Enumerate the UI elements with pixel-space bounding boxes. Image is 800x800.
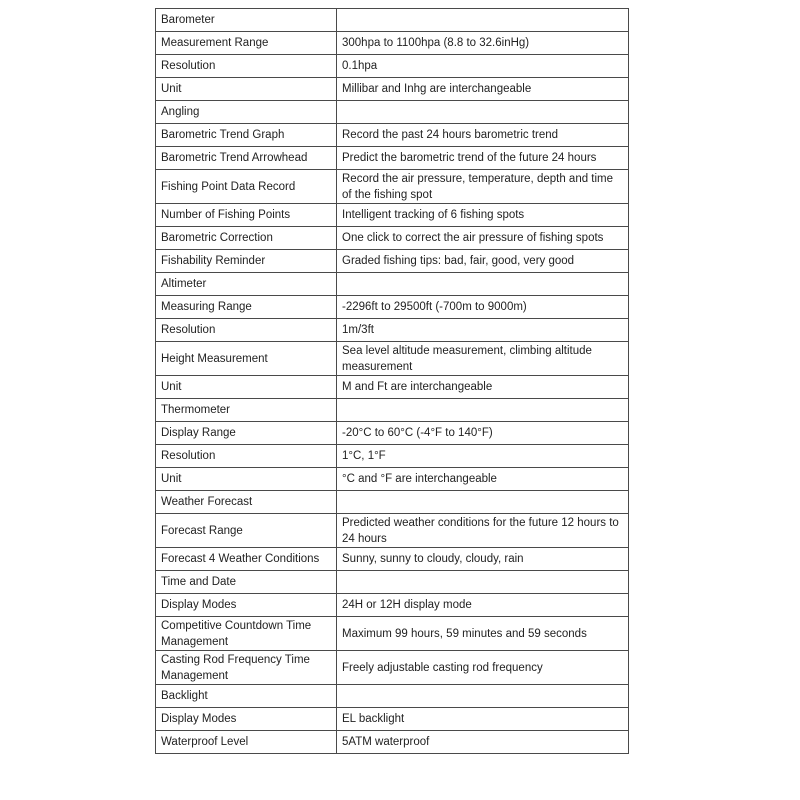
spec-value: Sunny, sunny to cloudy, cloudy, rain [337, 548, 629, 571]
spec-value: Maximum 99 hours, 59 minutes and 59 seconds [337, 617, 629, 651]
specifications-table-body [156, 9, 629, 754]
table-row [156, 204, 629, 227]
table-row [156, 376, 629, 399]
spec-label: Unit [156, 78, 337, 101]
table-row [156, 9, 629, 32]
table-row [156, 468, 629, 491]
table-row [156, 296, 629, 319]
table-row [156, 651, 629, 685]
table-row [156, 124, 629, 147]
spec-value: Predicted weather conditions for the future 12 hours to 24 hours [337, 514, 629, 548]
table-row [156, 32, 629, 55]
spec-label: Altimeter [156, 273, 337, 296]
spec-label: Time and Date [156, 571, 337, 594]
table-row [156, 101, 629, 124]
spec-label: Fishing Point Data Record [156, 170, 337, 204]
spec-label: Unit [156, 376, 337, 399]
spec-label: Height Measurement [156, 342, 337, 376]
spec-value: -2296ft to 29500ft (-700m to 9000m) [337, 296, 629, 319]
spec-label: Casting Rod Frequency Time Management [156, 651, 337, 685]
table-row [156, 548, 629, 571]
spec-value: 300hpa to 1100hpa (8.8 to 32.6inHg) [337, 32, 629, 55]
spec-value: Freely adjustable casting rod frequency [337, 651, 629, 685]
spec-label: Angling [156, 101, 337, 124]
spec-value [337, 491, 629, 514]
spec-value: Graded fishing tips: bad, fair, good, very good [337, 250, 629, 273]
table-row [156, 250, 629, 273]
spec-value: Predict the barometric trend of the future 24 hours [337, 147, 629, 170]
spec-value: M and Ft are interchangeable [337, 376, 629, 399]
spec-label: Forecast Range [156, 514, 337, 548]
spec-value: Intelligent tracking of 6 fishing spots [337, 204, 629, 227]
table-row [156, 514, 629, 548]
spec-label: Waterproof Level [156, 731, 337, 754]
spec-value: 1m/3ft [337, 319, 629, 342]
table-row [156, 342, 629, 376]
spec-label: Measuring Range [156, 296, 337, 319]
spec-value [337, 9, 629, 32]
table-row [156, 55, 629, 78]
spec-value: -20°C to 60°C (-4°F to 140°F) [337, 422, 629, 445]
spec-label: Resolution [156, 319, 337, 342]
table-row [156, 571, 629, 594]
spec-value: Record the air pressure, temperature, depth and time of the fishing spot [337, 170, 629, 204]
spec-value [337, 571, 629, 594]
spec-value: 24H or 12H display mode [337, 594, 629, 617]
spec-label: Forecast 4 Weather Conditions [156, 548, 337, 571]
table-row [156, 170, 629, 204]
table-row [156, 617, 629, 651]
spec-value: 5ATM waterproof [337, 731, 629, 754]
table-row [156, 147, 629, 170]
spec-label: Backlight [156, 685, 337, 708]
spec-label: Weather Forecast [156, 491, 337, 514]
table-row [156, 78, 629, 101]
spec-label: Barometric Trend Graph [156, 124, 337, 147]
table-row [156, 491, 629, 514]
spec-value: EL backlight [337, 708, 629, 731]
spec-label: Display Modes [156, 594, 337, 617]
table-row [156, 708, 629, 731]
spec-value [337, 399, 629, 422]
spec-label: Barometer [156, 9, 337, 32]
spec-label: Thermometer [156, 399, 337, 422]
spec-label: Display Modes [156, 708, 337, 731]
specifications-table [155, 8, 629, 754]
spec-value: One click to correct the air pressure of fishing spots [337, 227, 629, 250]
spec-value [337, 101, 629, 124]
spec-label: Barometric Correction [156, 227, 337, 250]
table-row [156, 445, 629, 468]
table-row [156, 227, 629, 250]
spec-value: 1°C, 1°F [337, 445, 629, 468]
table-row [156, 273, 629, 296]
spec-label: Barometric Trend Arrowhead [156, 147, 337, 170]
table-row [156, 731, 629, 754]
spec-label: Display Range [156, 422, 337, 445]
spec-label: Measurement Range [156, 32, 337, 55]
table-row [156, 594, 629, 617]
table-row [156, 399, 629, 422]
table-row [156, 422, 629, 445]
table-row [156, 685, 629, 708]
spec-value [337, 685, 629, 708]
spec-label: Competitive Countdown Time Management [156, 617, 337, 651]
spec-label: Fishability Reminder [156, 250, 337, 273]
spec-value: Record the past 24 hours barometric trend [337, 124, 629, 147]
spec-label: Number of Fishing Points [156, 204, 337, 227]
spec-label: Resolution [156, 55, 337, 78]
spec-label: Resolution [156, 445, 337, 468]
spec-value: Millibar and Inhg are interchangeable [337, 78, 629, 101]
spec-value: Sea level altitude measurement, climbing altitude measurement [337, 342, 629, 376]
spec-value: 0.1hpa [337, 55, 629, 78]
spec-label: Unit [156, 468, 337, 491]
table-row [156, 319, 629, 342]
spec-value [337, 273, 629, 296]
spec-value: °C and °F are interchangeable [337, 468, 629, 491]
